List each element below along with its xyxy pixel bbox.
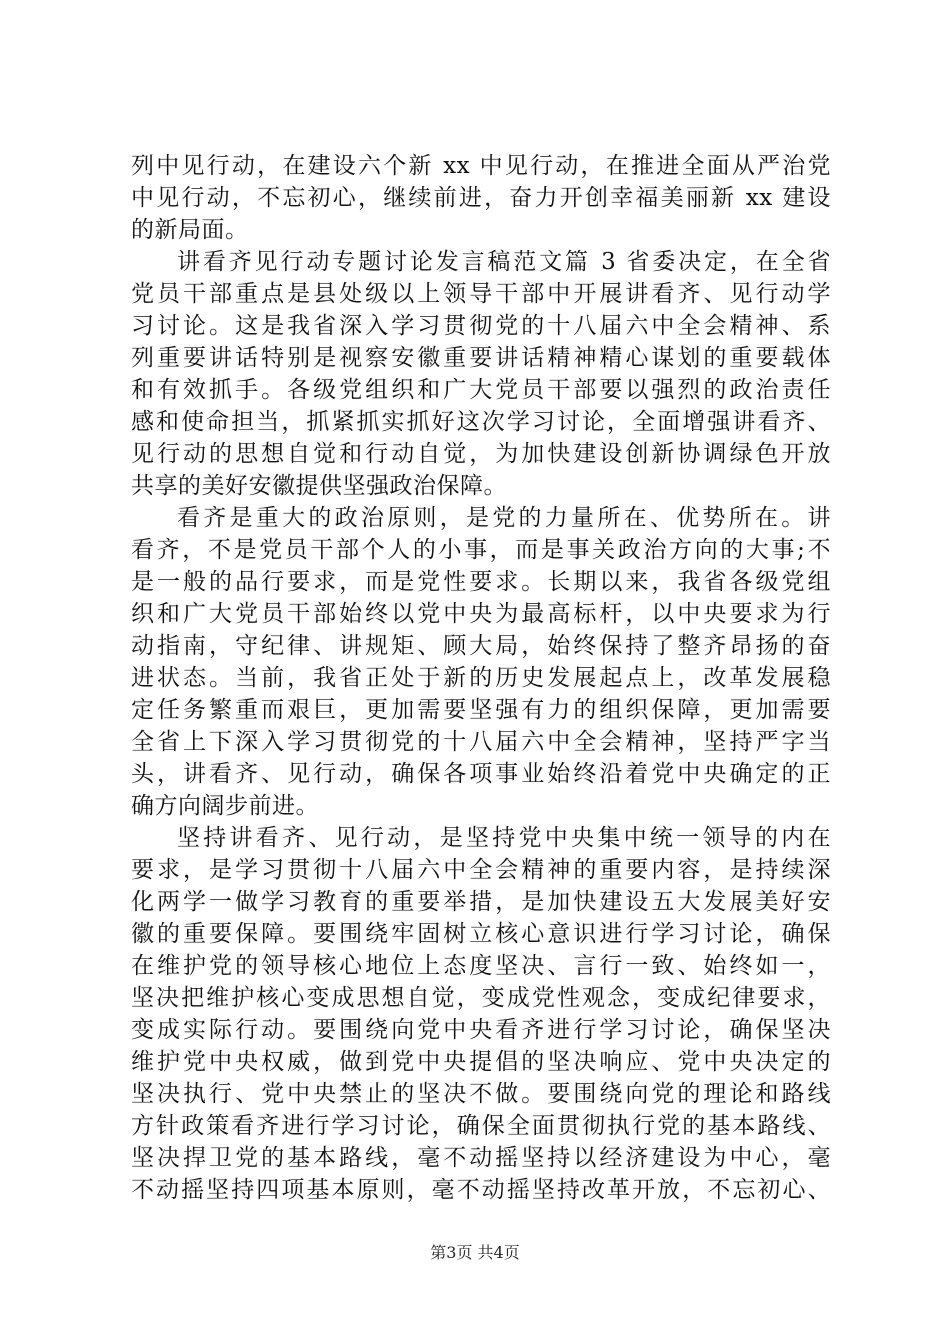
text-line: 习讨论。这是我省深入学习贯彻党的十八届六中全会精神、系 [131,313,831,339]
text-line: 在维护党的领导核心地位上态度坚决、言行一致、始终如一， [131,953,831,979]
text-line: 见行动的思想自觉和行动自觉，为加快建设创新协调绿色开放 [131,441,831,467]
text-line: 化两学一做学习教育的重要举措，是加快建设五大发展美好安 [131,889,831,915]
text-line: 定任务繁重而艰巨，更加需要坚强有力的组织保障，更加需要 [131,697,831,723]
text-line: 坚决捍卫党的基本路线，毫不动摇坚持以经济建设为中心，毫 [131,1145,831,1171]
text-line: 坚决执行、党中央禁止的坚决不做。要围绕向党的理论和路线 [131,1081,831,1107]
text-line: 全省上下深入学习贯彻党的十八届六中全会精神，坚持严字当 [131,729,831,755]
text-line: 变成实际行动。要围绕向党中央看齐进行学习讨论，确保坚决 [131,1017,831,1043]
text-line: 共享的美好安徽提供坚强政治保障。 [131,473,507,499]
text-line: 列中见行动，在建设六个新 xx 中见行动，在推进全面从严治党 [131,153,831,179]
text-line: 和有效抓手。各级党组织和广大党员干部要以强烈的政治责任 [131,377,831,403]
page-footer [0,1243,950,1263]
text-line: 党员干部重点是县处级以上领导干部中开展讲看齐、见行动学 [131,281,831,307]
text-line: 是一般的品行要求，而是党性要求。长期以来，我省各级党组 [131,569,831,595]
text-line: 进状态。当前，我省正处于新的历史发展起点上，改革发展稳 [131,665,831,691]
text-line: 看齐是重大的政治原则，是党的力量所在、优势所在。讲 [177,505,831,531]
text-line: 方针政策看齐进行学习讨论，确保全面贯彻执行党的基本路线、 [131,1113,831,1139]
text-line: 看齐，不是党员干部个人的小事，而是事关政治方向的大事;不 [131,537,831,563]
text-line: 头，讲看齐、见行动，确保各项事业始终沿着党中央确定的正 [131,761,831,787]
text-line: 不动摇坚持四项基本原则，毫不动摇坚持改革开放，不忘初心、 [131,1177,831,1203]
text-line: 中见行动，不忘初心，继续前进，奋力开创幸福美丽新 xx 建设 [131,185,831,211]
text-line: 感和使命担当，抓紧抓实抓好这次学习讨论，全面增强讲看齐、 [131,409,831,435]
text-line: 确方向阔步前进。 [131,793,319,819]
text-line: 坚持讲看齐、见行动，是坚持党中央集中统一领导的内在 [177,825,831,851]
text-line: 讲看齐见行动专题讨论发言稿范文篇 3 省委决定，在全省 [177,249,831,275]
text-line: 要求，是学习贯彻十八届六中全会精神的重要内容，是持续深 [131,857,831,883]
text-line: 列重要讲话特别是视察安徽重要讲话精神精心谋划的重要载体 [131,345,831,371]
text-line: 织和广大党员干部始终以党中央为最高标杆，以中央要求为行 [131,601,831,627]
text-line: 动指南，守纪律、讲规矩、顾大局，始终保持了整齐昂扬的奋 [131,633,831,659]
page-number-label: 第3页 共4页 [430,1243,520,1262]
document-body [131,150,831,1206]
text-line: 维护党中央权威，做到党中央提倡的坚决响应、党中央决定的 [131,1049,831,1075]
text-line: 徽的重要保障。要围绕牢固树立核心意识进行学习讨论，确保 [131,921,831,947]
text-line: 的新局面。 [131,217,249,243]
text-line: 坚决把维护核心变成思想自觉，变成党性观念，变成纪律要求， [131,985,831,1011]
